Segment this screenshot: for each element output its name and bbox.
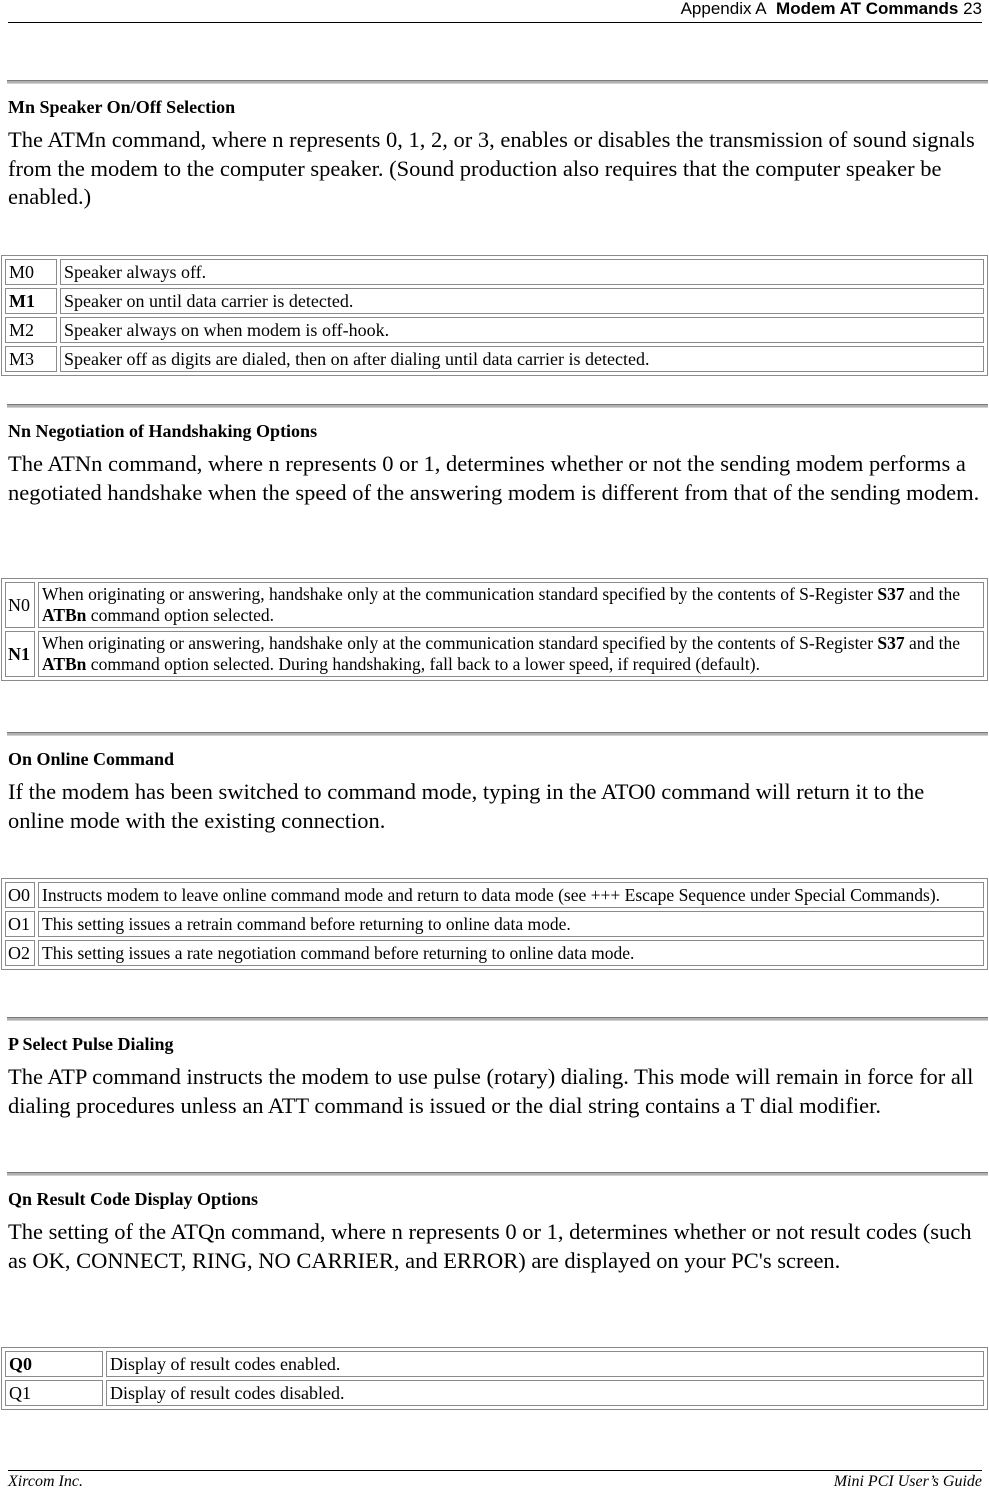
table-row [5,582,984,628]
command-code: O1 [5,911,35,937]
command-code: Q0 [5,1351,103,1377]
section-nn [8,404,981,507]
section-p [8,1017,981,1120]
table-row [5,911,984,937]
command-description: Instructs modem to leave online command mode and return to data mode (see +++ Escape Sequence under Special Commands). [38,882,984,908]
table-row [5,259,984,285]
command-keyword: ATBn [42,654,87,674]
section-title: P Select Pulse Dialing [8,1034,174,1054]
mn-command-table [1,255,988,376]
description-text: When originating or answering, handshake only at the communication standard specified by the contents of S-Register [42,633,878,653]
page-header [8,0,982,23]
description-text: command option selected. [86,605,275,625]
section-title: Qn Result Code Display Options [8,1189,259,1209]
qn-command-table [1,1347,988,1410]
section-title: Nn Negotiation of Handshaking Options [8,421,318,441]
section-title: Mn Speaker On/Off Selection [8,97,236,117]
table-row [5,1380,984,1406]
section-mn [8,80,981,212]
command-code: M2 [5,317,57,343]
section-on [8,732,981,835]
description-text: command option selected. During handshaking, fall back to a lower speed, if required (default). [86,654,760,674]
command-code: M3 [5,346,57,372]
section-divider [7,404,988,408]
description-text: and the [904,633,961,653]
command-code: O0 [5,882,35,908]
command-description: This setting issues a retrain command before returning to online data mode. [38,911,984,937]
description-text: and the [904,584,961,604]
nn-command-table [1,578,988,681]
table-row [5,346,984,372]
page-footer [8,1470,982,1492]
section-body: The ATP command instructs the modem to use pulse (rotary) dialing. This mode will remain in force for all dialing procedures unless an ATT command is issued or the dial string contains a T dial modifier. [8,1064,974,1118]
section-body: The ATNn command, where n represents 0 or 1, determines whether or not the sending modem performs a negotiated handshake when the speed of the answering modem is different from that of the sending modem. [8,451,980,505]
table-row [5,882,984,908]
section-body: The setting of the ATQn command, where n represents 0 or 1, determines whether or not result codes (such as OK, CONNECT, RING, NO CARRIER, and ERROR) are displayed on your PC's screen. [8,1219,972,1273]
table-row [5,631,984,677]
register-keyword: S37 [877,633,905,653]
command-description: Display of result codes enabled. [106,1351,984,1377]
appendix-label: Appendix A [680,0,767,18]
command-description: This setting issues a rate negotiation command before returning to online data mode. [38,940,984,966]
table-row [5,288,984,314]
section-body: If the modem has been switched to command mode, typing in the ATO0 command will return it to the online mode with the existing connection. [8,779,925,833]
page-number: 23 [963,0,982,18]
section-divider [7,80,988,84]
section-qn [8,1172,981,1275]
command-description: Speaker off as digits are dialed, then on after dialing until data carrier is detected. [60,346,984,372]
section-divider [7,1017,988,1021]
command-description: Speaker always on when modem is off-hook. [60,317,984,343]
command-code: N1 [5,631,35,677]
command-code: M0 [5,259,57,285]
description-text: When originating or answering, handshake only at the communication standard specified by the contents of S-Register [42,584,878,604]
table-row [5,940,984,966]
command-code: O2 [5,940,35,966]
section-title: On Online Command [8,749,175,769]
section-divider [7,732,988,736]
footer-company: Xircom Inc. [8,1473,83,1490]
command-description: Display of result codes disabled. [106,1380,984,1406]
table-row [5,1351,984,1377]
register-keyword: S37 [877,584,905,604]
command-description [38,582,984,628]
section-body: The ATMn command, where n represents 0, 1, 2, or 3, enables or disables the transmission of sound signals from the modem to the computer speaker. (Sound production also requires that the computer speaker be enabled.) [8,127,975,209]
command-code: Q1 [5,1380,103,1406]
section-divider [7,1172,988,1176]
command-description: Speaker always off. [60,259,984,285]
footer-guide-title: Mini PCI User’s Guide [833,1473,982,1490]
command-description: Speaker on until data carrier is detected. [60,288,984,314]
header-title: Modem AT Commands [776,0,959,18]
command-code: N0 [5,582,35,628]
command-keyword: ATBn [42,605,87,625]
on-command-table [1,878,988,970]
command-code: M1 [5,288,57,314]
command-description [38,631,984,677]
table-row [5,317,984,343]
